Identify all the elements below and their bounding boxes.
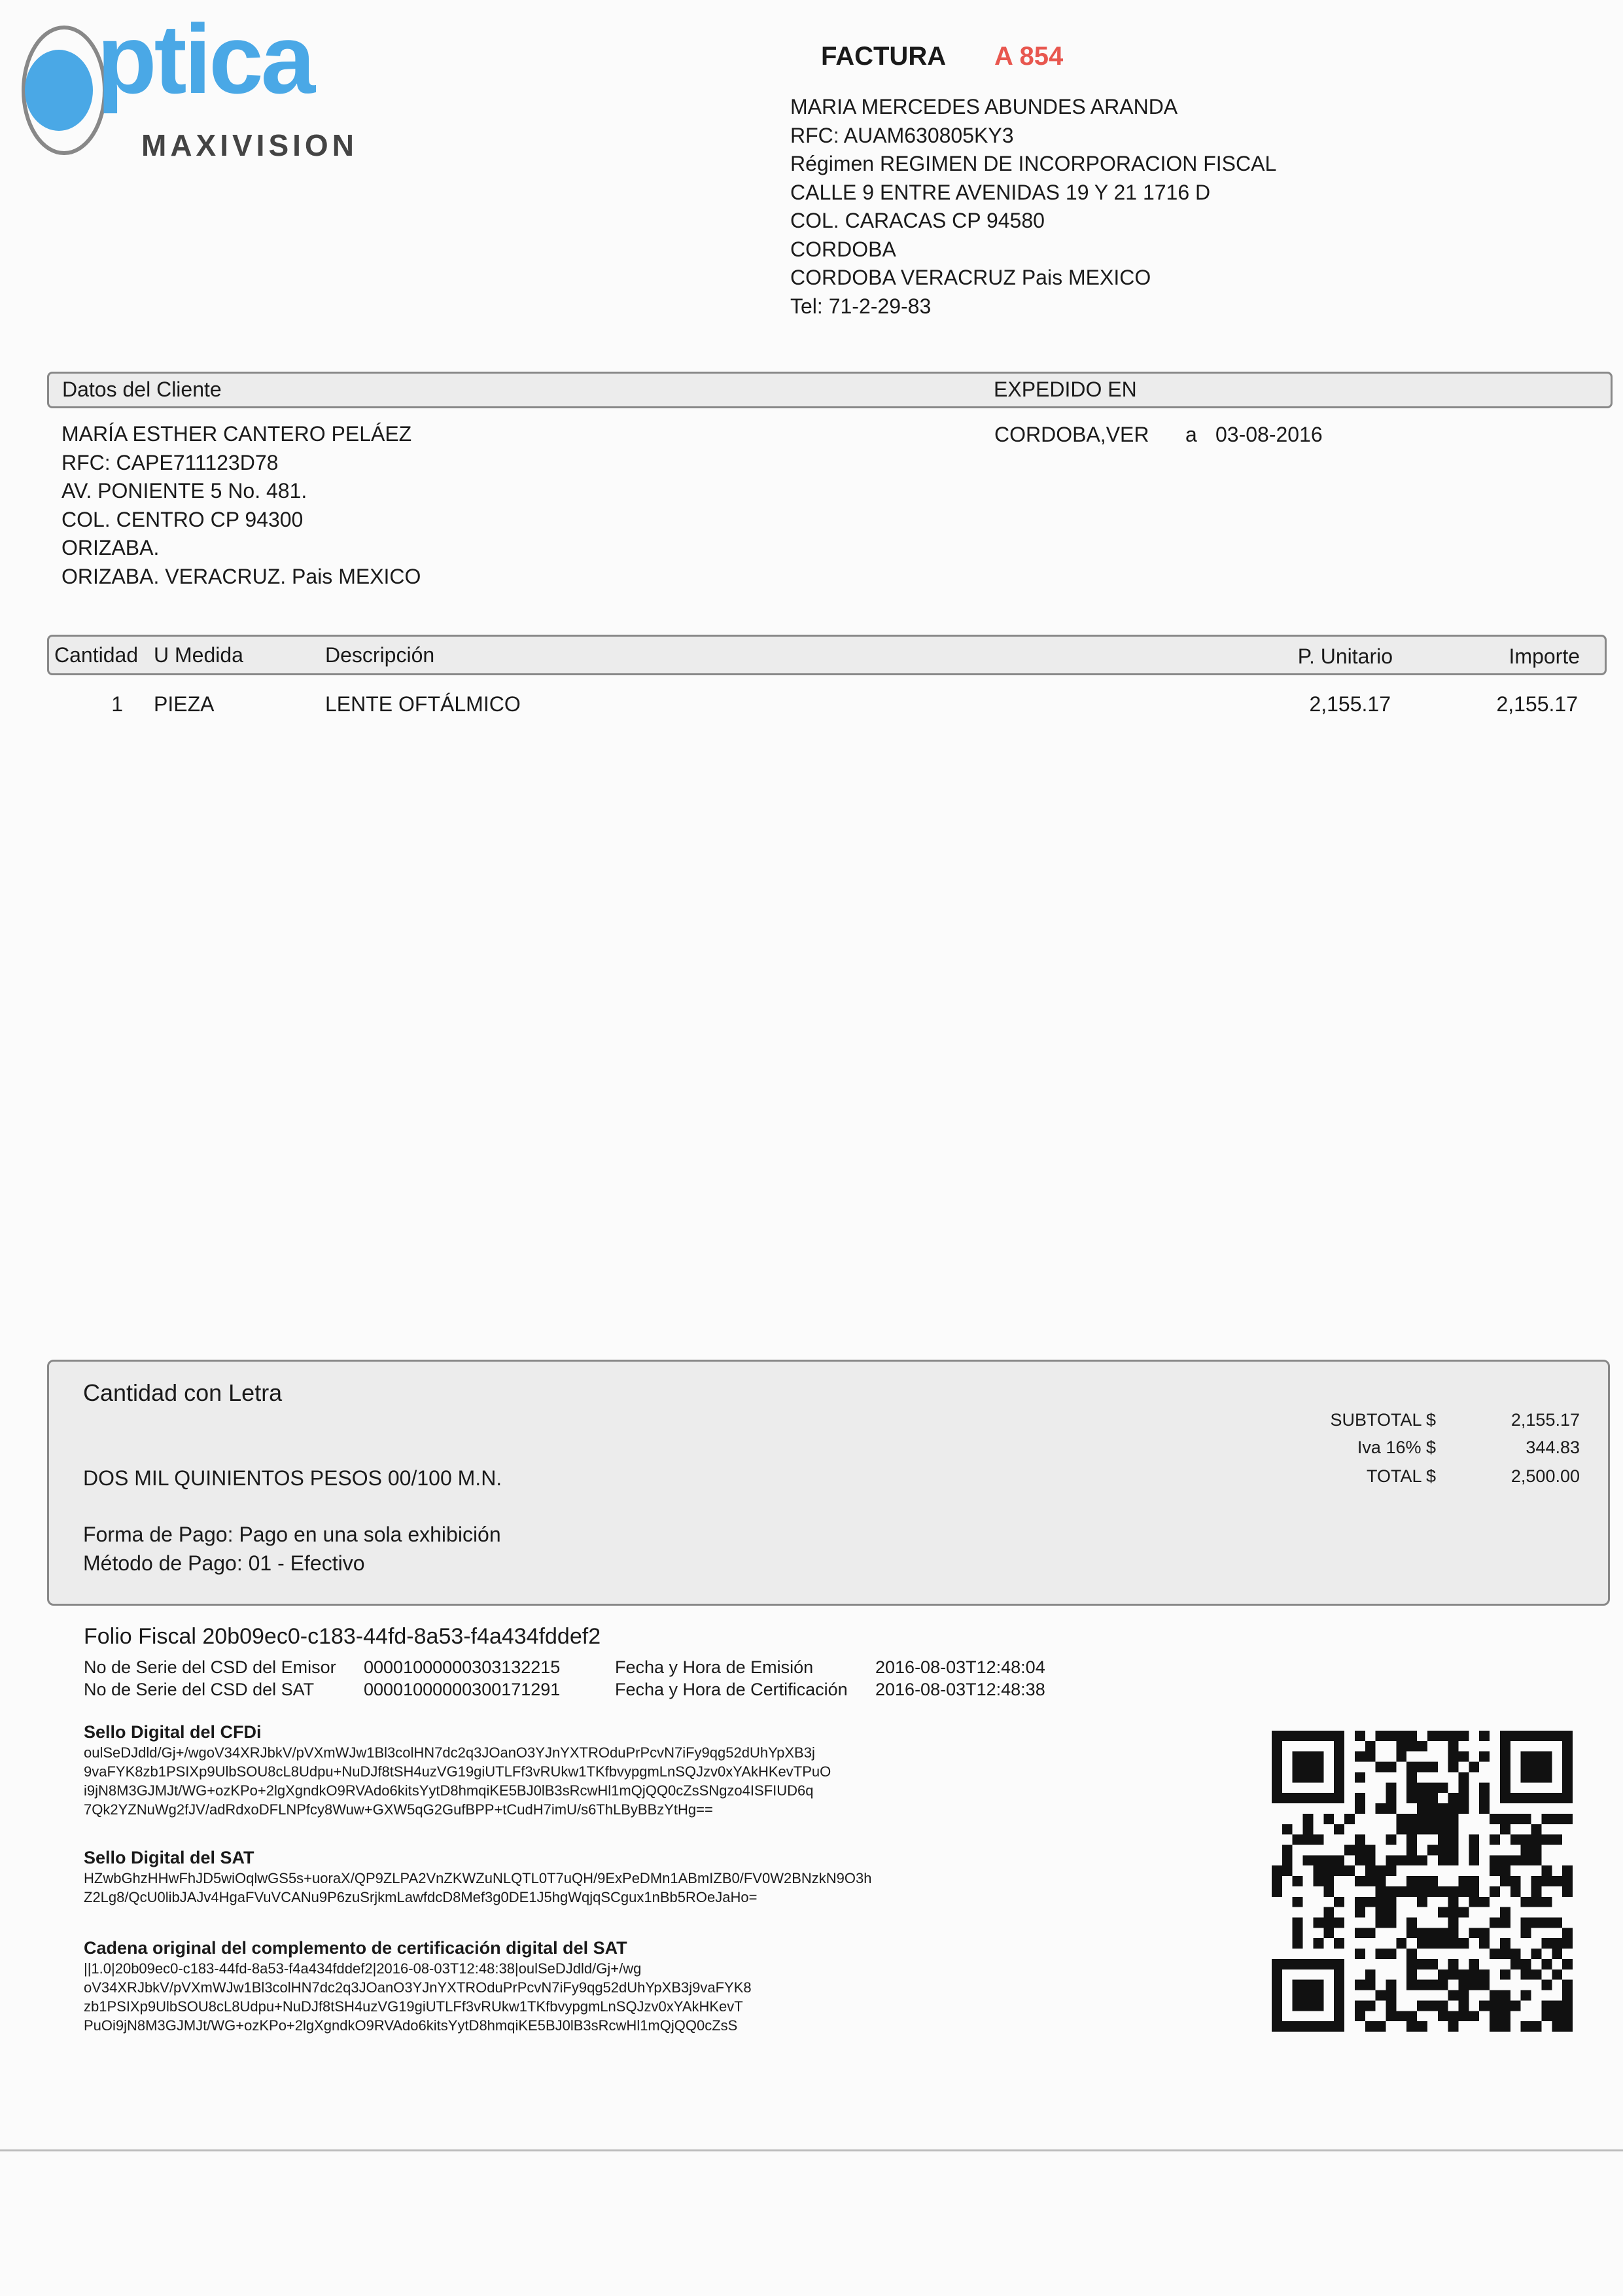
issuer-regimen: Régimen REGIMEN DE INCORPORACION FISCAL bbox=[790, 152, 1277, 175]
amount-in-words: DOS MIL QUINIENTOS PESOS 00/100 M.N. bbox=[83, 1466, 502, 1490]
csd-sat-label: No de Serie del CSD del SAT bbox=[84, 1680, 315, 1699]
cadena-original-line: PuOi9jN8M3GJMJt/WG+ozKPo+2lgXgndkO9RVAdo6kitsYytD8hmqiKE5BJ0lB3sRcwHl1mQjQQ0cZsS bbox=[84, 2017, 738, 2034]
folio-fiscal-label: Folio Fiscal bbox=[84, 1624, 196, 1649]
sello-cfdi-line: i9jN8M3GJMJt/WG+ozKPo+2lgXgndkO9RVAdo6kitsYytD8hmqiKE5BJ0lB3sRcwHl1mQjQQ0cZsSNgzo4ISFIUD6q bbox=[84, 1782, 814, 1799]
amount-in-words-label: Cantidad con Letra bbox=[83, 1379, 283, 1406]
client-block bbox=[61, 420, 421, 591]
sello-cfdi-line: 7Qk2YZNuWg2fJV/adRdxoDFLNPfcy8Wuw+GXW5qG2GufBPP+tCudH7imU/s6ThLByBBzYtHg== bbox=[84, 1801, 713, 1818]
company-logo bbox=[12, 4, 358, 167]
cadena-original-line: oV34XRJbkV/pVXmWJw1Bl3colHN7dc2q3JOanO3YJnYXTROduPrPcvN7iFy9qg52dUhYpXB3j9vaFYK8 bbox=[84, 1979, 752, 1996]
emision-value: 2016-08-03T12:48:04 bbox=[875, 1657, 1045, 1677]
total-label: TOTAL $ bbox=[1366, 1466, 1436, 1486]
folio-fiscal-value: 20b09ec0-c183-44fd-8a53-f4a434fddef2 bbox=[202, 1624, 601, 1649]
col-header-desc: Descripción bbox=[325, 643, 435, 667]
csd-emisor-value: 00001000000303132215 bbox=[364, 1657, 561, 1677]
sello-sat-title: Sello Digital del SAT bbox=[84, 1848, 254, 1867]
items-table-header bbox=[47, 635, 1607, 675]
subtotal-label: SUBTOTAL $ bbox=[1330, 1410, 1436, 1430]
client-rfc: RFC: CAPE711123D78 bbox=[61, 450, 279, 474]
issuer-city: CORDOBA bbox=[790, 237, 896, 261]
expedido-label: EXPEDIDO EN bbox=[994, 378, 1137, 401]
cadena-original-title: Cadena original del complemento de certificación digital del SAT bbox=[84, 1938, 627, 1958]
certificacion-value: 2016-08-03T12:48:38 bbox=[875, 1680, 1045, 1699]
expedido-place: CORDOBA,VER bbox=[994, 423, 1149, 446]
csd-emisor-label: No de Serie del CSD del Emisor bbox=[84, 1657, 336, 1677]
invoice-number: A 854 bbox=[994, 42, 1064, 71]
logo-o-mark-icon bbox=[18, 25, 107, 156]
expedido-a: a bbox=[1185, 423, 1197, 446]
subtotal-value: 2,155.17 bbox=[1510, 1410, 1580, 1430]
iva-value: 344.83 bbox=[1526, 1438, 1580, 1457]
folio-fiscal bbox=[84, 1621, 601, 1651]
issuer-name: MARIA MERCEDES ABUNDES ARANDA bbox=[790, 95, 1178, 118]
item-amount: 2,155.17 bbox=[1496, 692, 1578, 716]
col-header-unit-price: P. Unitario bbox=[1297, 645, 1393, 668]
sello-sat-section bbox=[84, 1846, 871, 1907]
issuer-block bbox=[790, 93, 1276, 321]
logo-brand-text: ptica bbox=[97, 4, 313, 114]
table-row bbox=[47, 690, 1607, 720]
sello-cfdi-section bbox=[84, 1721, 831, 1819]
issuer-phone: Tel: 71-2-29-83 bbox=[790, 294, 932, 318]
issuer-colonia: COL. CARACAS CP 94580 bbox=[790, 209, 1045, 232]
cadena-original-line: zb1PSIXp9UlbSOU8cL8Udpu+NuDJf8tSH4uzVG19giUTLFf3vRUkw1TKfbvypgmLnSQJzv0xYAkHKevT bbox=[84, 1998, 743, 2015]
sello-sat-line: HZwbGhzHHwFhJD5wiOqlwGS5s+uoraX/QP9ZLPA2VnZKWZuNLQTL0T7uQH/9ExPeDMn1ABmIZB0/FV0W2BNzkN9O3h bbox=[84, 1870, 872, 1886]
sello-cfdi-line: oulSeDJdld/Gj+/wgoV34XRJbkV/pVXmWJw1Bl3colHN7dc2q3JOanO3YJnYXTROduPrPcvN7iFy9qg52dUhYpXB3j bbox=[84, 1744, 815, 1761]
cadena-original-section bbox=[84, 1937, 752, 2035]
item-qty: 1 bbox=[111, 692, 123, 716]
page-divider bbox=[0, 2149, 1623, 2151]
issuer-rfc: RFC: AUAM630805KY3 bbox=[790, 123, 1014, 147]
sello-cfdi-title: Sello Digital del CFDi bbox=[84, 1722, 262, 1742]
certificacion-label: Fecha y Hora de Certificación bbox=[615, 1680, 848, 1699]
client-data-label: Datos del Cliente bbox=[62, 378, 222, 401]
iva-label: Iva 16% $ bbox=[1357, 1438, 1436, 1457]
qr-code-icon bbox=[1269, 1731, 1575, 2032]
emision-label: Fecha y Hora de Emisión bbox=[615, 1657, 814, 1677]
item-desc: LENTE OFTÁLMICO bbox=[325, 692, 521, 716]
payment-form: Forma de Pago: Pago en una sola exhibición bbox=[83, 1523, 501, 1546]
invoice-title: FACTURA bbox=[821, 42, 947, 71]
client-colonia: COL. CENTRO CP 94300 bbox=[61, 507, 304, 531]
col-header-unit: U Medida bbox=[154, 643, 243, 667]
client-state: ORIZABA. VERACRUZ. Pais MEXICO bbox=[61, 564, 421, 588]
client-header-band bbox=[47, 372, 1613, 408]
payment-method: Método de Pago: 01 - Efectivo bbox=[83, 1551, 365, 1575]
item-unit-price: 2,155.17 bbox=[1309, 692, 1391, 716]
item-unit: PIEZA bbox=[154, 692, 215, 716]
logo-subtitle: MAXIVISION bbox=[141, 128, 358, 162]
client-city: ORIZABA. bbox=[61, 536, 160, 559]
client-street: AV. PONIENTE 5 No. 481. bbox=[61, 479, 307, 503]
expedido-date: 03-08-2016 bbox=[1215, 423, 1323, 446]
total-value: 2,500.00 bbox=[1510, 1466, 1580, 1486]
col-header-qty: Cantidad bbox=[54, 643, 139, 667]
client-name: MARÍA ESTHER CANTERO PELÁEZ bbox=[61, 422, 412, 446]
issuer-state: CORDOBA VERACRUZ Pais MEXICO bbox=[790, 266, 1151, 289]
totals-box bbox=[47, 1360, 1610, 1606]
csd-sat-value: 00001000000300171291 bbox=[364, 1680, 561, 1699]
col-header-amount: Importe bbox=[1509, 645, 1580, 668]
issuer-street: CALLE 9 ENTRE AVENIDAS 19 Y 21 1716 D bbox=[790, 180, 1211, 204]
sello-sat-line: Z2Lg8/QcU0libJAJv4HgaFVuVCANu9P6zuSrjkmLawfdcD8Mef3g0DE1J5hgWqjqSCgux1nBb5ROeJaHo= bbox=[84, 1889, 758, 1905]
sello-cfdi-line: 9vaFYK8zb1PSIXp9UlbSOU8cL8Udpu+NuDJf8tSH4uzVG19giUTLFf3vRUkw1TKfbvypgmLnSQJzv0xYAkHKevTPuO bbox=[84, 1763, 831, 1780]
cadena-original-line: ||1.0|20b09ec0-c183-44fd-8a53-f4a434fddef2|2016-08-03T12:48:38|oulSeDJdld/Gj+/wg bbox=[84, 1960, 642, 1977]
